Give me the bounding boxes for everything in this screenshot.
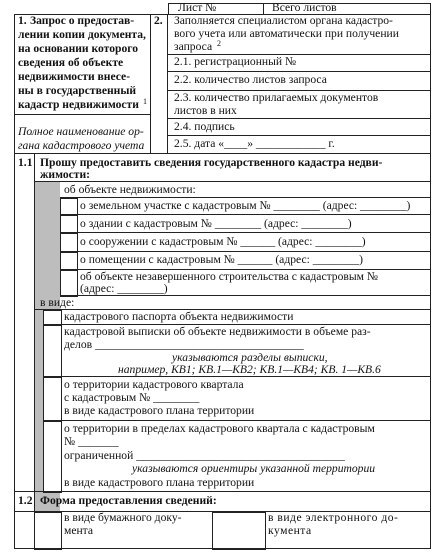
- section2-intro-3: запроса: [174, 40, 213, 53]
- paper-format-2: мента: [64, 524, 94, 537]
- form-group-label: в виде:: [40, 296, 75, 309]
- extract-hint-1: указываются разделы выписки,: [172, 351, 328, 364]
- option-unfinished-1: об объекте незавершенного строительства с кадастровым №: [80, 270, 378, 283]
- agency-name-label-2: гана кадастрового учета: [18, 139, 145, 152]
- section11-number: 1.1: [18, 156, 33, 169]
- option-unfinished-2: (адрес: ________): [80, 282, 168, 295]
- option-premises: о помещении с кадастровым № ______ (адрес: ________): [80, 253, 363, 266]
- option-extract-2: делов ____________________________________: [64, 338, 304, 351]
- object-group-label: об объекте недвижимости:: [64, 183, 196, 196]
- registration-number-field[interactable]: 2.1. регистрационный №: [174, 55, 297, 68]
- section2-intro-2: вого учета или автоматически при получении: [174, 27, 399, 40]
- section2-intro-1: Заполняется специалистом органа кадастро-: [174, 14, 393, 27]
- option-extract-1: кадастровой выписки об объекте недвижимости в объеме раз-: [64, 325, 371, 338]
- section12-number: 1.2: [18, 494, 33, 507]
- section1-number: 1.: [18, 14, 27, 27]
- date-field[interactable]: 2.5. дата «____» ____________ г.: [174, 137, 335, 150]
- request-sheet-count-field[interactable]: 2.2. количество листов запроса: [174, 73, 327, 86]
- electronic-format-1: в виде электронного до-: [268, 511, 399, 524]
- option-within-4: в виде кадастрового плана территории: [64, 476, 255, 489]
- attached-docs-field-1[interactable]: 2.3. количество прилагаемых документов: [174, 91, 379, 104]
- option-territory-3: в виде кадастрового плана территории: [64, 404, 255, 417]
- checkbox-unfinished[interactable]: [60, 270, 78, 297]
- checkbox-extract[interactable]: [43, 325, 62, 379]
- option-within-2: № _______: [64, 435, 119, 448]
- paper-format-1: в виде бумажного доку-: [64, 511, 182, 524]
- option-within-1: о территории в пределах кадастрового квартала с кадастровым: [64, 422, 375, 435]
- option-within-3: ограниченной ____________________________________: [64, 449, 345, 462]
- signature-field[interactable]: 2.4. подпись: [174, 120, 235, 133]
- section1-title-line-1: Запрос о предостав-: [30, 14, 135, 27]
- electronic-format-2: кумента: [268, 524, 312, 537]
- agency-name-label-1: Полное наименование ор-: [18, 125, 144, 138]
- option-structure: о сооружении с кадастровым № ______ (адрес: ________): [80, 235, 366, 248]
- checkbox-column-shading: [34, 181, 43, 512]
- total-sheets-label: Всего листов: [272, 1, 337, 14]
- checkbox-within-territory[interactable]: [43, 421, 62, 493]
- section1-title-line-5: недвижимости внесе-: [18, 70, 131, 83]
- section12-title: Форма предоставления сведений:: [40, 494, 217, 507]
- checkbox-territory[interactable]: [43, 377, 62, 423]
- section2-intro-footnote: 2: [217, 39, 221, 48]
- option-land-plot: о земельном участке с кадастровым № ________ (адрес: ________): [80, 199, 411, 212]
- sheet-number-label: Лист №: [178, 1, 217, 14]
- option-territory-1: о территории кадастрового квартала: [64, 378, 244, 391]
- option-territory-2: с кадастровым № ________: [64, 391, 200, 404]
- section1-title-line-2: лении копии документа,: [18, 28, 146, 41]
- option-passport: кадастрового паспорта объекта недвижимости: [64, 310, 294, 323]
- within-hint: указываются ориентиры указанной территории: [132, 462, 376, 475]
- extract-hint-2: например, КВ1; КВ.1—КВ2; КВ.1—КВ4; КВ. 1—КВ.6: [118, 363, 381, 376]
- section1-title-line-3: на основании которого: [18, 42, 139, 55]
- attached-docs-field-2[interactable]: листов в них: [174, 104, 237, 117]
- section1-title-line-6: ны в государственный: [18, 84, 137, 97]
- option-building: о здании с кадастровым № ________ (адрес: ________): [80, 217, 352, 230]
- section1-title-line-4: сведения об объекте: [18, 56, 124, 69]
- section1-footnote: 1: [143, 97, 147, 106]
- checkbox-electronic[interactable]: [212, 512, 266, 550]
- section11-title-2: жимости:: [40, 168, 91, 181]
- section1-title-line-7: кадастр недвижимости: [18, 98, 139, 111]
- checkbox-paper[interactable]: [34, 512, 62, 550]
- section11-title-1: Прошу предоставить сведения государственного кадастра недви-: [40, 156, 383, 169]
- section2-number: 2.: [154, 14, 163, 27]
